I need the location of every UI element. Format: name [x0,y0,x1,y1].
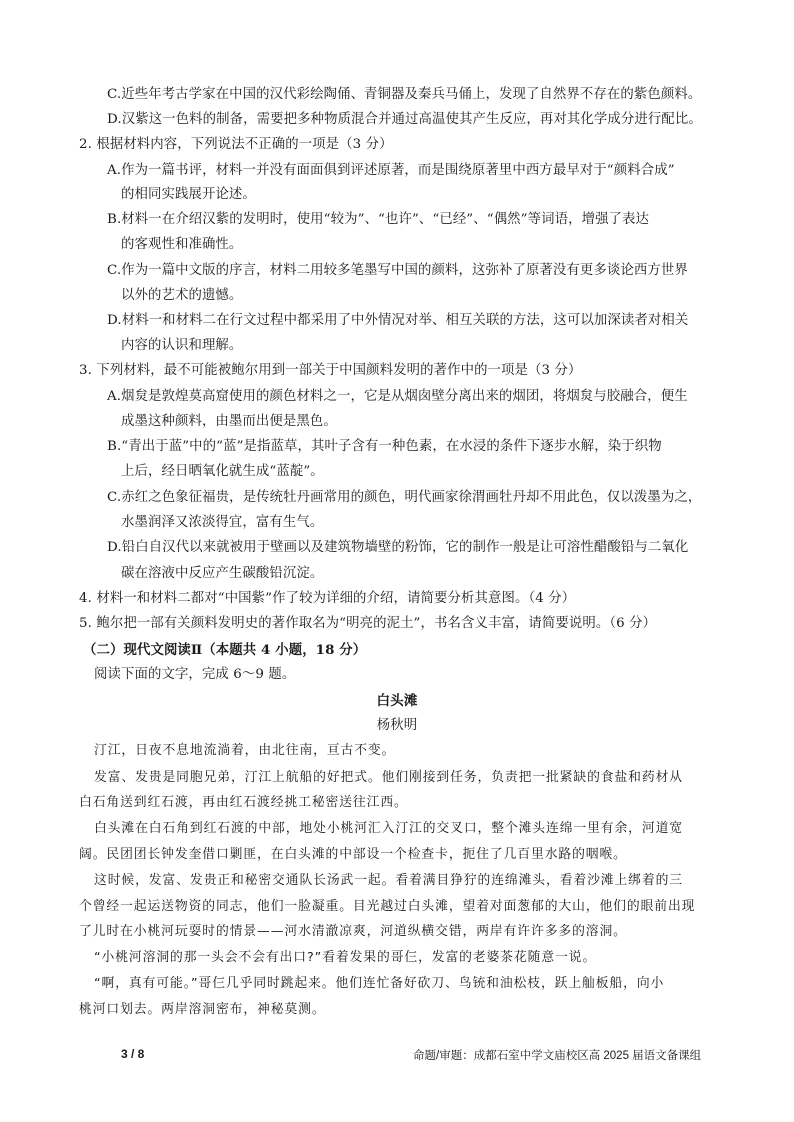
text-line: D.汉紫这一色料的制备，需要把多种物质混合并通过高温使其产生反应，再对其化学成分进行配比。 [107,112,702,127]
text-line: （二）现代文阅读Ⅱ（本题共 4 小题，18 分） [83,642,367,658]
text-line: 4. 材料一和材料二都对“中国紫”作了较为详细的介绍，请简要分析其意图。（4 分） [79,591,576,606]
text-line: 以外的艺术的遗憾。 [121,288,243,303]
text-line: 白石角送到红石渡，再由红石渡经挑工秘密送往江西。 [79,795,408,810]
text-line: 内容的认识和理解。 [121,338,243,353]
text-line: 这时候，发富、发贵正和秘密交通队长汤武一起。看着满目狰狞的连绵滩头，看着沙滩上绑着的三 [94,873,683,888]
text-line: 上后，经日晒氧化就生成“蓝靛”。 [121,464,324,479]
text-line: D.铅白自汉代以来就被用于壁画以及建筑物墙壁的粉饰，它的制作一般是让可溶性醋酸铅与二氧化 [107,540,689,555]
text-line: 碳在溶液中反应产生碳酸铅沉淀。 [121,566,324,581]
text-line: 白头滩 [376,693,418,709]
text-line: 水墨润泽又浓淡得宜，富有生气。 [121,515,324,530]
text-line: 2. 根据材料内容，下列说法不正确的一项是（3 分） [79,137,393,152]
text-line: 了儿时在小桃河玩耍时的情景——河水清澈凉爽，河道纵横交错，两岸有许许多多的溶洞。 [79,924,627,939]
page-number: 3 / 8 [121,1047,145,1061]
text-line: 个曾经一起运送物资的同志，他们一脸凝重。目光越过白头滩，望着对面葱郁的大山，他们的眼前出现 [79,899,696,914]
text-line: B.“青出于蓝”中的“蓝”是指蓝草，其叶子含有一种色素，在水浸的条件下逐步水解，染于织物 [107,439,662,454]
text-line: “啊，真有可能。”哥仨几乎同时跳起来。他们连忙备好砍刀、鸟铳和油松枝，跃上舢板船，向小 [94,976,665,991]
text-line: C.赤红之色象征福贵，是传统牡丹画常用的颜色，明代画家徐渭画牡丹却不用此色，仅以泼墨为之， [107,490,702,505]
text-line: 的相同实践展开论述。 [121,187,256,202]
text-line: B.材料一在介绍汉紫的发明时，使用“较为”、“也许”、“已经”、“偶然”等词语，增强了表达 [107,212,650,227]
text-line: 桃河口划去。两岸溶洞密布，神秘莫测。 [79,1002,326,1017]
text-line: 白头滩在白石角到红石渡的中部，地处小桃河汇入汀江的交叉口，整个滩头连绵一里有余，河道宽 [94,821,683,836]
text-line: 3. 下列材料，最不可能被鲍尔用到一部关于中国颜料发明的著作中的一项是（3 分） [79,363,582,378]
text-line: C.近些年考古学家在中国的汉代彩绘陶俑、青铜器及秦兵马俑上，发现了自然界不存在的紫色颜料。 [107,87,702,102]
text-line: 阅读下面的文字，完成 6～9 题。 [94,667,296,682]
text-line: 5. 鲍尔把一部有关颜料发明史的著作取名为“明亮的泥土”，书名含义丰富，请简要说明。（6 分） [79,616,657,631]
text-line: 成墨这种颜料，由墨而出便是黑色。 [121,414,337,429]
text-line: “小桃河溶洞的那一头会不会有出口?”看着发果的哥仨，发富的老婆茶花随意一说。 [94,950,597,965]
text-line: D.材料一和材料二在行文过程中都采用了中外情况对举、相互关联的方法，这可以加深读者对相关 [107,313,689,328]
text-line: C.作为一篇中文版的序言，材料二用较多笔墨写中国的颜料，这弥补了原著没有更多谈论西方世界 [107,263,688,278]
footer-credit: 命题/审题：成都石室中学文庙校区高 2025 届语文备课组 [413,1050,702,1062]
text-line: A.烟炱是敦煌莫高窟使用的颜色材料之一，它是从烟囱壁分离出来的烟团，将烟炱与胶融合，便生 [107,389,688,404]
text-line: A.作为一篇书评，材料一并没有面面俱到评述原著，而是围绕原著里中西方最早对于“颜料合成” [107,163,675,178]
text-line: 汀江，日夜不息地流淌着，由北往南，亘古不变。 [94,743,396,758]
text-line: 杨秋明 [376,718,418,733]
text-line: 发富、发贵是同胞兄弟，汀江上航船的好把式。他们刚接到任务，负责把一批紧缺的食盐和药材从 [94,770,683,785]
text-line: 阔。民团团长钟发奎借口剿匪，在白头滩的中部设一个检查卡，扼住了几百里水路的咽喉。 [79,847,627,862]
text-line: 的客观性和准确性。 [121,237,243,252]
